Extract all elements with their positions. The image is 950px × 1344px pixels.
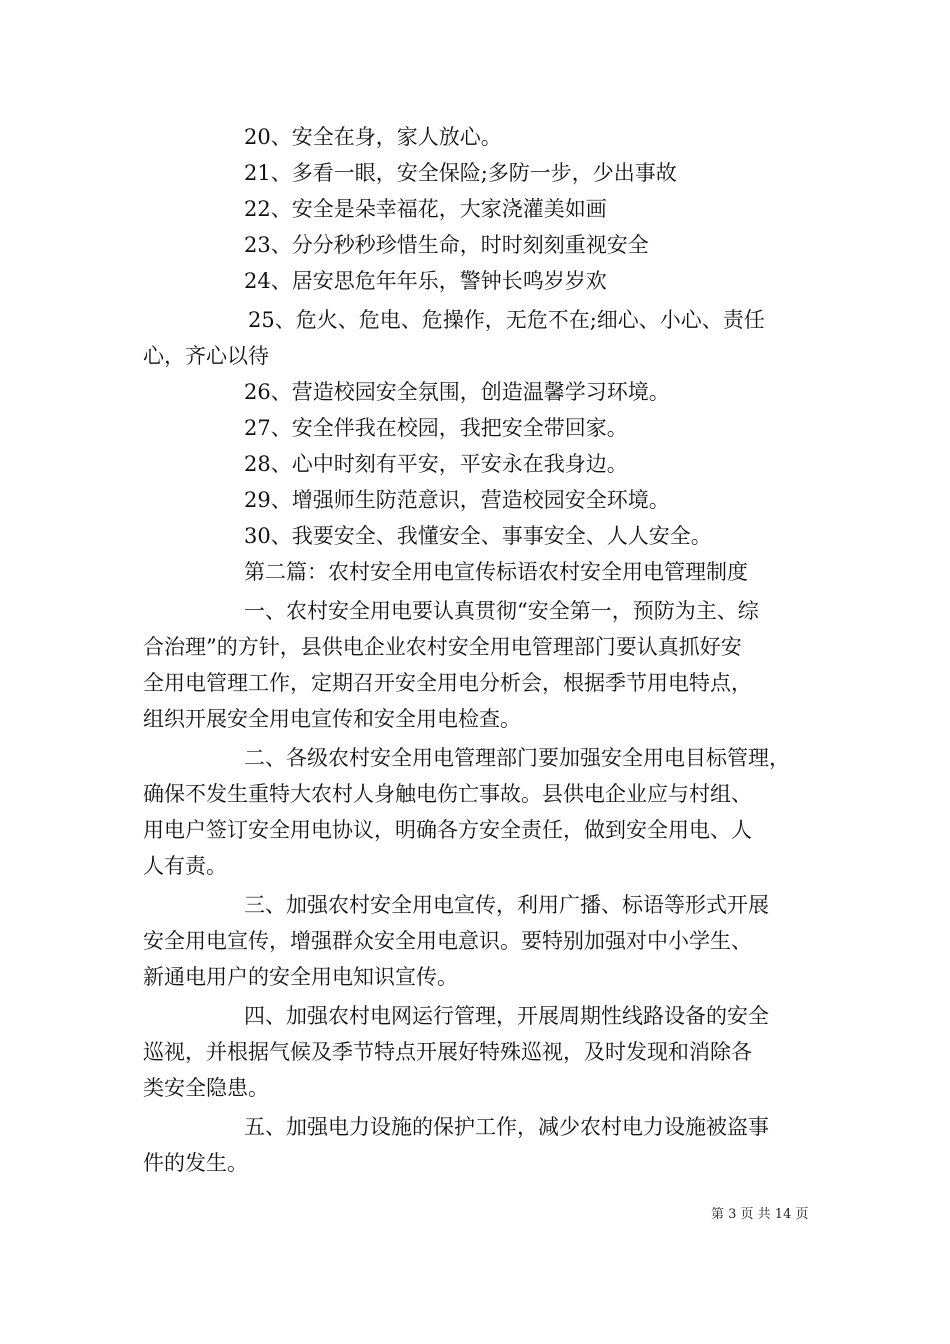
paragraph-line: 合治理”的方针，县供电企业农村安全用电管理部门要认真抓好安 — [143, 635, 742, 659]
slogan-line: 21、多看一眼，安全保险;多防一步，少出事故 — [244, 161, 677, 185]
paragraph-line: 四、加强农村电网运行管理，开展周期性线路设备的安全 — [244, 1004, 769, 1028]
paragraph-line: 组织开展安全用电宣传和安全用电检查。 — [143, 707, 521, 731]
page-number-footer: 第 3 页 共 14 页 — [711, 1207, 809, 1222]
slogan-line: 30、我要安全、我懂安全、事事安全、人人安全。 — [244, 524, 712, 548]
paragraph-line: 二、各级农村安全用电管理部门要加强安全用电目标管理， — [244, 746, 790, 770]
slogan-line: 24、居安思危年年乐，警钟长鸣岁岁欢 — [244, 269, 607, 293]
paragraph-line: 件的发生。 — [143, 1151, 248, 1175]
slogan-line: 27、安全伴我在校园，我把安全带回家。 — [244, 416, 628, 440]
paragraph-line: 用电户签订安全用电协议，明确各方安全责任，做到安全用电、人 — [143, 818, 752, 842]
slogan-line: 22、安全是朵幸福花，大家浇灌美如画 — [244, 197, 607, 221]
paragraph-line: 全用电管理工作，定期召开安全用电分析会，根据季节用电特点， — [143, 671, 752, 695]
paragraph-line: 巡视，并根据气候及季节特点开展好特殊巡视，及时发现和消除各 — [143, 1040, 752, 1064]
slogan-line: 23、分分秒秒珍惜生命，时时刻刻重视安全 — [244, 233, 649, 257]
slogan-line: 25、危火、危电、危操作，无危不在;细心、小心、责任 — [248, 308, 765, 332]
paragraph-line: 人有责。 — [143, 854, 227, 878]
paragraph-line: 新通电用户的安全用电知识宣传。 — [143, 965, 458, 989]
paragraph-line: 五、加强电力设施的保护工作，减少农村电力设施被盗事 — [244, 1115, 769, 1139]
slogan-line: 29、增强师生防范意识，营造校园安全环境。 — [244, 488, 670, 512]
paragraph-line: 一、农村安全用电要认真贯彻“安全第一，预防为主、综 — [244, 599, 759, 623]
slogan-line: 28、心中时刻有平安，平安永在我身边。 — [244, 452, 628, 476]
slogan-line-continued: 心，齐心以待 — [143, 344, 269, 368]
section-title: 第二篇：农村安全用电宣传标语农村安全用电管理制度 — [244, 560, 748, 584]
paragraph-line: 类安全隐患。 — [143, 1076, 269, 1100]
paragraph-line: 安全用电宣传，增强群众安全用电意识。要特别加强对中小学生、 — [143, 929, 752, 953]
paragraph-line: 确保不发生重特大农村人身触电伤亡事故。县供电企业应与村组、 — [143, 782, 752, 806]
slogan-line: 20、安全在身，家人放心。 — [244, 125, 502, 149]
slogan-line: 26、营造校园安全氛围，创造温馨学习环境。 — [244, 380, 670, 404]
paragraph-line: 三、加强农村安全用电宣传，利用广播、标语等形式开展 — [244, 893, 769, 917]
